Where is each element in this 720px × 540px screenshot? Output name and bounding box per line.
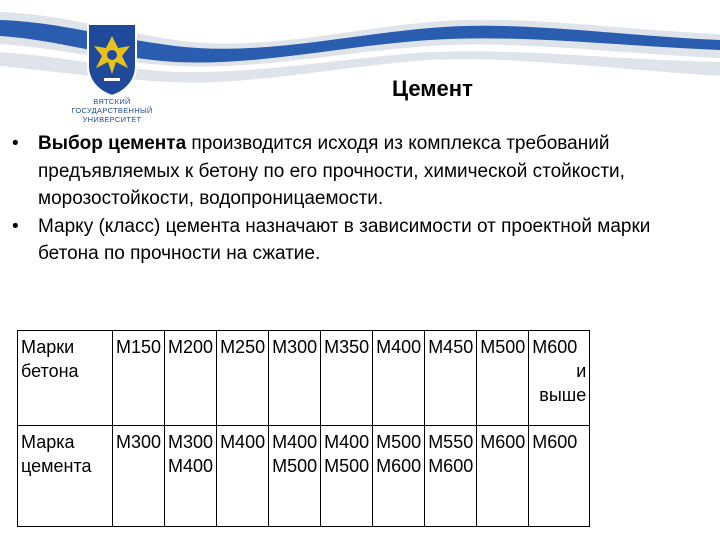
row-label-line: бетона bbox=[21, 361, 79, 381]
university-name-line: УНИВЕРСИТЕТ bbox=[82, 115, 142, 124]
table-cell bbox=[477, 426, 529, 527]
row-label bbox=[18, 426, 113, 527]
bullet-item bbox=[12, 213, 702, 268]
cell-value: М500 bbox=[272, 456, 318, 476]
row-label bbox=[18, 331, 113, 426]
cell-value: М600 bbox=[376, 456, 422, 476]
cell-value: М500 bbox=[480, 337, 526, 357]
bullet-item bbox=[12, 130, 702, 213]
cell-value: М600 bbox=[480, 432, 526, 452]
table-cell bbox=[165, 426, 217, 527]
cell-value: М450 bbox=[428, 337, 474, 357]
table-cell bbox=[113, 426, 165, 527]
cell-value: М500 bbox=[376, 432, 422, 452]
table-cell bbox=[529, 331, 590, 426]
university-name-line: ГОСУДАРСТВЕННЫЙ bbox=[71, 106, 153, 115]
bullet-dot: • bbox=[12, 215, 19, 237]
table-cell bbox=[529, 426, 590, 527]
cell-value: М550 bbox=[428, 432, 474, 452]
table-cell bbox=[269, 331, 321, 426]
cell-value: и bbox=[576, 361, 587, 381]
slide-title: Цемент bbox=[392, 76, 473, 101]
cell-value: выше bbox=[539, 385, 587, 405]
table-cell bbox=[113, 331, 165, 426]
table-cell bbox=[425, 331, 477, 426]
cell-value: М250 bbox=[220, 337, 266, 357]
cell-value: М200 bbox=[168, 337, 214, 357]
university-name bbox=[70, 97, 154, 124]
university-crest-icon bbox=[84, 22, 140, 98]
table-cell bbox=[217, 426, 269, 527]
table-cell bbox=[321, 426, 373, 527]
row-label-line: Марки bbox=[21, 337, 75, 357]
cell-value: М300 bbox=[272, 337, 318, 357]
cell-value: М600 bbox=[532, 337, 578, 357]
bullet-body: производится исходя из комплекса требований предъявляемых к бетону по его прочности, химической стойкости, морозостойкости, водопроницаемости. bbox=[38, 133, 625, 209]
cell-value: М150 bbox=[116, 337, 162, 357]
cell-value: М500 bbox=[324, 456, 370, 476]
university-name-line: ВЯТСКИЙ bbox=[93, 97, 131, 106]
cell-value: М600 bbox=[428, 456, 474, 476]
table-cell bbox=[373, 331, 425, 426]
table-cell bbox=[217, 331, 269, 426]
table-cell bbox=[269, 426, 321, 527]
table-row-cement-grades bbox=[18, 426, 590, 527]
bullet-list bbox=[12, 130, 702, 268]
bullet-body: Марку (класс) цемента назначают в зависимости от проектной марки бетона по прочности на сжатие. bbox=[38, 215, 651, 264]
row-label-line: цемента bbox=[21, 456, 92, 476]
cell-value: М400 bbox=[168, 456, 214, 476]
bullet-dot: • bbox=[12, 133, 19, 154]
cell-value: М400 bbox=[272, 432, 318, 452]
cement-grade-table bbox=[17, 330, 590, 527]
row-label-line: Марка bbox=[21, 432, 75, 452]
bullet-text bbox=[38, 213, 702, 268]
cell-value: М400 bbox=[376, 337, 422, 357]
cell-value: М400 bbox=[324, 432, 370, 452]
table-cell bbox=[425, 426, 477, 527]
table-row-concrete-grades bbox=[18, 331, 590, 426]
cell-value: М300 bbox=[168, 432, 214, 452]
bullet-bold-term: Выбор цемента bbox=[38, 133, 187, 154]
cell-value: М400 bbox=[220, 432, 266, 452]
cell-value: М600 bbox=[532, 432, 578, 452]
table-cell bbox=[321, 331, 373, 426]
bullet-text bbox=[38, 130, 702, 213]
table-cell bbox=[165, 331, 217, 426]
table-cell bbox=[373, 426, 425, 527]
table-cell bbox=[477, 331, 529, 426]
cell-value: М350 bbox=[324, 337, 370, 357]
cell-value: М300 bbox=[116, 432, 162, 452]
